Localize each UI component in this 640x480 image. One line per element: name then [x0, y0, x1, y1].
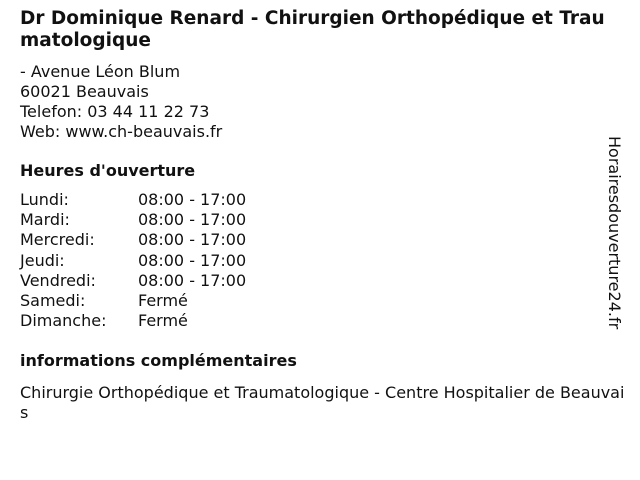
time-value: 08:00 - 17:00	[138, 270, 247, 290]
street-address: - Avenue Léon Blum	[20, 62, 181, 81]
hours-row-monday	[20, 190, 612, 210]
day-label: Lundi:	[20, 190, 69, 209]
time-value: Fermé	[138, 311, 188, 331]
time-value: Fermé	[138, 291, 188, 311]
website: Web: www.ch-beauvais.fr	[20, 122, 223, 141]
opening-hours-table	[20, 190, 612, 331]
hours-row-sunday	[20, 311, 612, 331]
time-value: 08:00 - 17:00	[138, 250, 247, 270]
hours-row-saturday	[20, 291, 612, 311]
page-title: Dr Dominique Renard - Chirurgien Orthopédique et Traumatologique	[20, 8, 605, 51]
hours-row-tuesday	[20, 210, 612, 230]
day-label: Jeudi:	[20, 250, 65, 270]
info-description: Chirurgie Orthopédique et Traumatologique - Centre Hospitalier de Beauvais	[20, 383, 625, 423]
hours-row-wednesday	[20, 230, 612, 250]
time-value: 08:00 - 17:00	[138, 190, 247, 209]
site-watermark-logo: Horairesdouverture24.fr	[605, 136, 624, 330]
day-label: Samedi:	[20, 291, 86, 311]
info-heading: informations complémentaires	[20, 351, 297, 371]
day-label: Mercredi:	[20, 230, 95, 250]
phone-number: Telefon: 03 44 11 22 73	[20, 102, 210, 121]
time-value: 08:00 - 17:00	[138, 210, 247, 230]
address-block	[20, 62, 612, 142]
time-value: 08:00 - 17:00	[138, 230, 247, 250]
day-label: Vendredi:	[20, 270, 96, 290]
day-label: Mardi:	[20, 210, 70, 230]
hours-heading: Heures d'ouverture	[20, 161, 196, 180]
day-label: Dimanche:	[20, 311, 107, 331]
city: 60021 Beauvais	[20, 82, 149, 101]
hours-row-friday	[20, 271, 612, 291]
hours-row-thursday	[20, 251, 612, 271]
